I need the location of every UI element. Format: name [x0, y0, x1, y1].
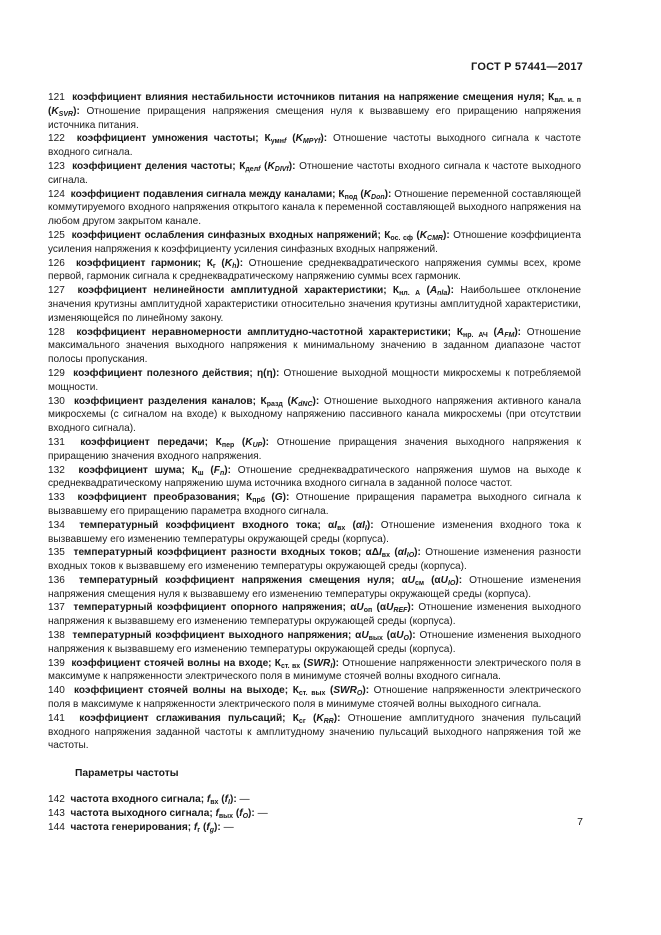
entry-term: коэффициент влияния нестабильности источников питания на напряжение смещения нуля; [72, 92, 549, 103]
entry-definition: Отношение изменения разности входных токов к вызвавшему его изменению температуры окружающей среды (корпуса). [48, 547, 581, 573]
entry-number: 132 [48, 464, 79, 476]
entry-term: коэффициент разделения каналов; [73, 395, 261, 407]
entry-symbol: $\alpha U_{оп}$ $(\alpha U_{REF})$: [350, 602, 415, 615]
term-entry [48, 629, 581, 657]
entry-symbol: $\alpha I_{вх}$ $(\alpha I_I)$: [328, 519, 374, 532]
entry-definition: Отношение изменения входного тока к вызвавшему его изменению температуры окружающей среды (корпуса). [48, 519, 581, 545]
terms-content [48, 91, 581, 834]
entry-definition: — [236, 794, 250, 806]
term-entry [48, 160, 581, 188]
entry-definition: — [220, 821, 234, 833]
entry-symbol: $К_{умнf}$ $(K_{MPYf})$: [264, 133, 328, 146]
entry-symbol: $К_{сг}$ $(K_{RR})$: [292, 712, 341, 725]
entry-term: температурный коэффициент входного тока; [79, 519, 329, 531]
param-entry [48, 793, 581, 807]
frequency-params-list [48, 793, 581, 834]
entry-symbol: $К_г$ $(K_h)$: [206, 257, 244, 270]
entry-term: температурный коэффициент напряжения смещения нуля; [78, 574, 402, 586]
term-entry [48, 574, 581, 602]
term-entry [48, 188, 581, 229]
entry-number: 124 [48, 188, 71, 200]
entry-symbol: $К_{ос. сф}$ $(K_{CMR})$: [384, 229, 450, 242]
entry-term: температурный коэффициент опорного напряжения; [73, 602, 351, 614]
term-entry [48, 519, 581, 547]
entry-symbol: $К_{разд}$ $(K_{dNC})$: [260, 395, 320, 408]
entry-term: коэффициент деления частоты; [72, 160, 240, 172]
entry-symbol: $f_г$ $(f_g)$: [193, 821, 221, 834]
entry-symbol: $f_{вх}$ $(f_I)$: [206, 794, 237, 807]
page-number: 7 [577, 816, 583, 828]
entry-term: коэффициент умножения частоты; [76, 133, 265, 145]
entry-symbol: $\alpha U_{см}$ $(\alpha U_{IO})$: [401, 574, 463, 587]
param-entry [48, 821, 581, 835]
term-entry [48, 326, 581, 367]
entry-term: коэффициент подавления сигнала между каналами; [70, 188, 339, 200]
term-entry [48, 132, 581, 160]
entry-symbol: $К_{ст. вх}$ $(SWR_I)$: [274, 657, 340, 670]
entry-definition: Отношение амплитудного значения пульсаций входного напряжения заданной частоты к амплитудному значению пульсаций выходного напряжения той же частоты. [48, 712, 581, 752]
entry-definition: Отношение приращения параметра выходного сигнала к вызвавшему его приращению параметра входного сигнала. [48, 492, 582, 517]
entry-definition: Отношение среднеквадратического напряжения шумов на выходе к среднеквадратическому напряжению шума источника входного сигнала в заданной полосе частот. [48, 464, 581, 490]
term-entry [48, 684, 581, 712]
entry-definition: Отношение приращения напряжения смещения нуля к вызвавшему его приращению напряжения источника питания. [48, 105, 581, 131]
entry-number: 122 [48, 133, 77, 145]
entry-number: 134 [48, 519, 80, 531]
entry-definition: Отношение частоты входного сигнала к частоте выходного сигнала. [48, 160, 581, 186]
entry-definition: — [254, 807, 268, 819]
entry-number: 137 [48, 602, 74, 614]
entry-number: 123 [48, 160, 73, 172]
entry-term: коэффициент стоячей волны на входе; [71, 657, 275, 669]
entry-symbol: η(η): [256, 367, 280, 379]
entry-definition: Отношение изменения выходного напряжения к вызвавшему его изменению температуры окружающей среды (корпуса). [48, 630, 581, 655]
entry-definition: Отношение выходного напряжения активного канала микросхемы (с сигналом на входе) к выходному напряжению пассивного канала микросхемы (при отсутствии входного сигнала). [48, 395, 581, 435]
entry-number: 130 [48, 395, 74, 407]
term-entry [48, 229, 581, 257]
term-entry [48, 257, 581, 285]
entry-number: 135 [48, 547, 74, 559]
term-entry [48, 657, 581, 685]
entry-definition: Отношение напряженности электрического поля в максимуме к напряженности электрического поля в минимуме стоячей волны входного сигнала. [48, 657, 582, 683]
entry-symbol: $К_{пер}$ $(K_{UP})$: [215, 436, 270, 449]
entry-number: 125 [48, 229, 72, 241]
entry-number: 136 [48, 574, 79, 586]
entry-number: 131 [48, 436, 81, 448]
term-entries-list [48, 91, 581, 753]
term-entry [48, 601, 581, 629]
term-entry [48, 395, 581, 436]
term-entry [48, 367, 581, 395]
term-entry [48, 284, 581, 325]
entry-symbol: αΔI$_{вх}$ $(\alpha I_{IO})$: [365, 547, 421, 560]
entry-number: 126 [48, 257, 77, 269]
entry-number: 142 [48, 794, 71, 806]
entry-number: 133 [48, 492, 78, 504]
entry-term: коэффициент нелинейности амплитудной характеристики; [77, 285, 393, 297]
entry-symbol: $\alpha U_{вых}$ $(\alpha U_O)$: [355, 630, 416, 643]
entry-symbol: $К_{делf}$ $(K_{DIVf})$: [239, 160, 296, 173]
entry-term: коэффициент передачи; [80, 436, 216, 448]
entry-number: 143 [48, 807, 71, 819]
entry-term: коэффициент гармоник; [76, 257, 207, 269]
entry-term: коэффициент преобразования; [77, 492, 247, 504]
term-entry [48, 91, 581, 132]
entry-term: коэффициент шума; [78, 464, 192, 476]
entry-definition: Отношение максимального значения выходного напряжения к минимальному значению в заданном диапазоне частот полосы пропускания. [48, 326, 582, 366]
entry-definition: Наибольшее отклонение значения крутизны амплитудной характеристики относительно значения крутизны амплитудной характеристики, изменяющейся по линейному закону. [48, 285, 581, 324]
entry-number: 138 [48, 630, 73, 642]
entry-definition: Отношение переменной составляющей коммутируемого входного напряжения открытого канала к переменной составляющей выходного напряжения на любом другом закрытом канале. [48, 188, 582, 228]
entry-term: коэффициент полезного действия; [73, 367, 257, 379]
entry-symbol: $К_{нр. АЧ}$ $(A_{FM})$: [456, 326, 522, 339]
entry-term: температурный коэффициент разности входных токов; [73, 547, 366, 559]
entry-number: 140 [48, 685, 74, 697]
entry-symbol: $К_{нл. А}$ $(A_{nla})$: [392, 285, 455, 298]
entry-term: коэффициент неравномерности амплитудно-частотной характеристики; [76, 326, 457, 338]
term-entry [48, 491, 581, 519]
entry-definition: Отношение изменения напряжения смещения нуля к вызвавшему его изменению температуры окружающей среды (корпуса). [48, 574, 582, 600]
section-title: Параметры частоты [75, 768, 179, 780]
entry-definition: Отношение коэффициента усиления напряжения к коэффициенту усиления синфазных входных напряжений. [48, 229, 581, 255]
entry-number: 127 [48, 285, 78, 297]
term-entry [48, 546, 581, 574]
entry-symbol: $К_{под}$ $(K_{Don})$: [338, 188, 392, 201]
document-standard-id: ГОСТ Р 57441—2017 [471, 61, 583, 73]
term-entry [48, 436, 581, 464]
entry-term: частота выходного сигнала; [70, 807, 216, 819]
entry-number: 139 [48, 657, 72, 669]
entry-symbol: $К_{прб}$ (G): [246, 492, 290, 505]
entry-term: коэффициент сглаживания пульсаций; [79, 712, 293, 724]
entry-term: частота входного сигнала; [70, 794, 207, 806]
param-entry [48, 807, 581, 821]
entry-definition: Отношение частоты выходного сигнала к частоте входного сигнала. [48, 133, 582, 159]
entry-definition: Отношение напряженности электрического поля в максимуме к напряженности электрического поля в минимуме стоячей волны выходного сигнала. [48, 685, 581, 711]
entry-number: 128 [48, 326, 77, 338]
entry-number: 121 [48, 92, 73, 103]
entry-definition: Отношение среднеквадратического напряжения суммы всех, кроме первой, гармоник сигнала к среднеквадратическому напряжению суммы всех гармоник. [48, 257, 581, 283]
entry-term: частота генерирования; [70, 821, 194, 833]
entry-symbol: $К_ш$ $(F_n)$: [191, 464, 231, 477]
term-entry [48, 712, 581, 753]
entry-symbol: $К_{вл. и. п}$ $(K_{SVR})$: [48, 92, 581, 118]
entry-definition: Отношение выходной мощности микросхемы к потребляемой мощности. [48, 367, 581, 393]
entry-number: 129 [48, 367, 74, 379]
entry-number: 141 [48, 712, 80, 724]
entry-symbol: $f_{вых}$ $(f_O)$: [215, 807, 255, 820]
entry-definition: Отношение изменения выходного напряжения к вызвавшему его изменению температуры окружающей среды (корпуса). [48, 602, 581, 628]
term-entry [48, 464, 581, 492]
entry-term: коэффициент стоячей волны на выходе; [73, 685, 293, 697]
entry-term: температурный коэффициент выходного напряжения; [72, 630, 356, 642]
entry-definition: Отношение приращения значения выходного напряжения к приращению значения входного напряжения. [48, 436, 581, 462]
entry-term: коэффициент ослабления синфазных входных напряжений; [71, 229, 385, 241]
entry-symbol: $К_{ст. вых}$ $(SWR_O)$: [292, 685, 370, 698]
entry-number: 144 [48, 821, 71, 833]
